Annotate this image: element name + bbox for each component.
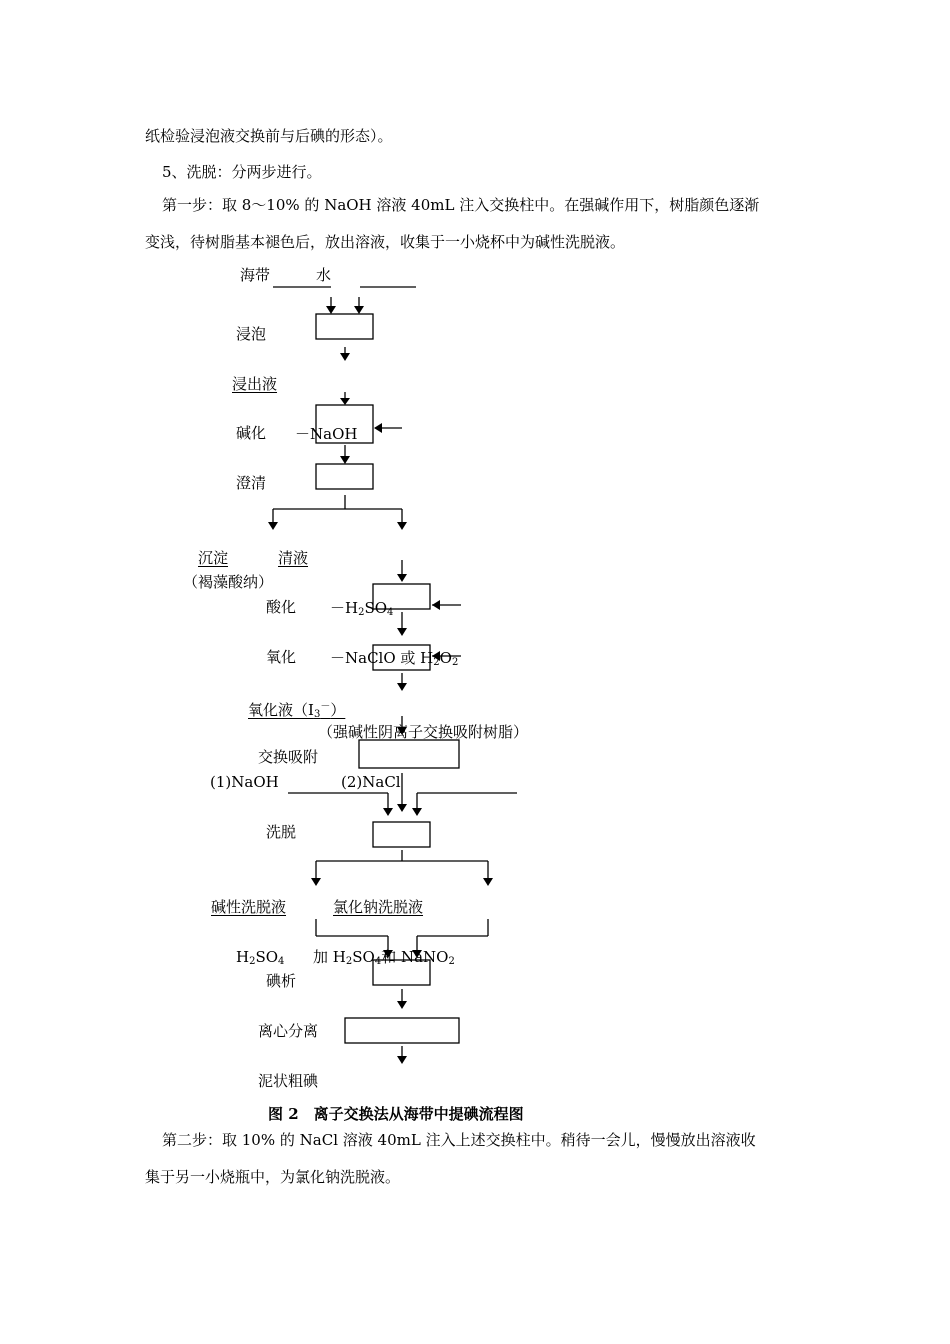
label-jianxingxituoye: 碱性洗脱液 (211, 898, 287, 916)
step5-heading: 5、洗脱：分两步进行。 (162, 163, 322, 181)
xituo-box (373, 822, 430, 847)
label-yanghua: 氧化 (266, 648, 297, 666)
label-dianxi: 碘析 (266, 972, 297, 990)
label-nizhuangcudian: 泥状粗碘 (258, 1072, 319, 1090)
label-naoh-eluent: (1)NaOH (210, 773, 279, 791)
label-add-h2so4-nano2: 加 $H_2SO_4$和 NaNO$_2$ (313, 948, 455, 967)
step1-line2: 变浅，待树脂基本褪色后，放出溶液，收集于一小烧杯中为碱性洗脱液。 (145, 233, 626, 251)
label-nacl-eluent: (2)NaCl (341, 773, 401, 791)
label-chendian: 沉淀 (198, 549, 229, 567)
step2-line1: 第二步：取 10% 的 NaCl 溶液 40mL 注入上述交换柱中。稍待一会儿，慢慢放出溶液收 (162, 1131, 756, 1149)
jinpao-box (316, 314, 373, 339)
label-qingye: 清液 (278, 549, 309, 567)
label-jinchuye: 浸出液 (232, 375, 278, 393)
label-suanhua: 酸化 (266, 598, 297, 616)
jiaohuanxifu-box (359, 740, 459, 768)
lixinfenli-box (345, 1018, 459, 1043)
label-lvhuanaxituoye: 氯化钠洗脱液 (333, 898, 424, 916)
chengqing-box (316, 464, 373, 489)
paragraph-fragment: 纸检验浸泡液交换前与后碘的形态）。 (145, 127, 393, 145)
label-jinpao: 浸泡 (236, 325, 267, 343)
label-resin: （强碱性阴离子交换吸附树脂） (318, 723, 529, 741)
step2-line2: 集于另一小烧瓶中，为氯化钠洗脱液。 (145, 1168, 401, 1186)
label-h2so4-reagent: $-H_2SO_4$ (330, 599, 394, 618)
label-naoh-reagent: －NaOH (295, 425, 358, 443)
label-lixinfenli: 离心分离 (258, 1022, 319, 1040)
label-jiaohuanxifu: 交换吸附 (258, 748, 319, 766)
step1-line1: 第一步：取 8～10% 的 NaOH 溶液 40mL 注入交换柱中。在强碱作用下，树脂颜色逐渐 (162, 196, 760, 214)
label-h2so4-left: $H_2SO_4$ (236, 948, 285, 967)
figure-caption: 图 2 离子交换法从海带中提碘流程图 (268, 1105, 524, 1123)
label-chengqing: 澄清 (236, 474, 267, 492)
label-jianhua: 碱化 (236, 424, 267, 442)
label-shui: 水 (316, 266, 332, 284)
label-hezaosuanna: （褐藻酸纳） (183, 573, 274, 591)
label-naclo-reagent: －NaClO 或 $H_2O_2$ (330, 649, 459, 668)
label-haidai: 海带 (240, 266, 271, 284)
label-yanghuaye: 氧化液$(I_3^-)$ (248, 701, 346, 720)
label-xituo: 洗脱 (266, 823, 297, 841)
